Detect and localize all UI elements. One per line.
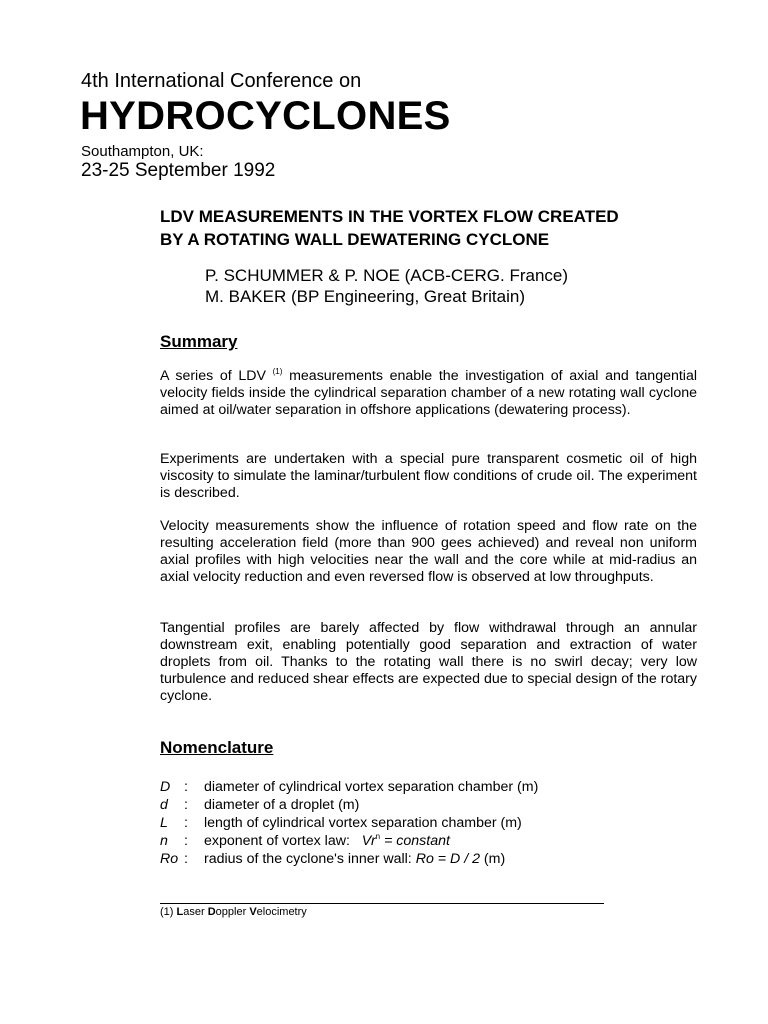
- paper-title: [160, 205, 619, 251]
- nomenclature-colon: :: [184, 851, 188, 867]
- footnote-text: elocimetry: [256, 906, 307, 918]
- nomenclature-item-d: [160, 796, 700, 814]
- summary-paragraph-1: [160, 368, 697, 419]
- nomenclature-symbol: D: [160, 779, 171, 795]
- footnote-text: aser: [183, 906, 208, 918]
- vortex-law-base: Vr: [361, 833, 376, 849]
- vortex-law-exponent: n: [375, 832, 381, 841]
- nomenclature-definition: diameter of cylindrical vortex separation chamber (m): [204, 779, 539, 795]
- nomenclature-definition: diameter of a droplet (m): [204, 797, 360, 813]
- summary-paragraph-3: Velocity measurements show the influence of rotation speed and flow rate on the resulting acceleration field (more than 900 gees achieved) and reveal non uniform axial profiles with high velocities near the wall and the core while at mid-radius an axial velocity reduction and even reversed flow is observed at low throughputs.: [160, 518, 697, 585]
- conference-location: Southampton, UK:: [81, 143, 204, 160]
- radius-unit: (m): [479, 851, 506, 867]
- footnote-initial: L: [176, 906, 184, 918]
- footnote-initial: D: [207, 906, 216, 918]
- footnote-reference: (1): [272, 367, 283, 376]
- conference-dates: 23-25 September 1992: [81, 160, 276, 181]
- nomenclature-definition: [204, 832, 700, 850]
- nomenclature-definition: length of cylindrical vortex separation chamber (m): [204, 815, 522, 831]
- summary-p1-rest: measurements enable the investigation of axial and tangential velocity fields inside the cylindrical separation chamber of a new rotating wall cyclone aimed at oil/water separation in offshore applications (dewatering process).: [160, 368, 697, 418]
- author-line-2: M. BAKER (BP Engineering, Great Britain): [205, 287, 525, 306]
- paper-authors: [205, 265, 568, 307]
- conference-name: 4th International Conference on: [81, 70, 362, 92]
- summary-heading: Summary: [160, 332, 238, 351]
- nomenclature-heading: Nomenclature: [160, 738, 274, 757]
- footnote-divider: [160, 903, 604, 904]
- nomenclature-item-Ro: [160, 850, 700, 868]
- footnote-ref: (1): [160, 906, 174, 918]
- nomenclature-colon: :: [184, 797, 188, 813]
- nomenclature-colon: :: [184, 779, 188, 795]
- vortex-law-rest: = constant: [380, 833, 450, 849]
- footnote-initial: V: [249, 906, 257, 918]
- footnote: [160, 906, 307, 918]
- nomenclature-text: exponent of vortex law:: [204, 833, 350, 849]
- nomenclature-symbol: n: [160, 833, 168, 849]
- nomenclature-item-D: [160, 778, 700, 796]
- nomenclature-colon: :: [184, 815, 188, 831]
- summary-paragraph-2: Experiments are undertaken with a special pure transparent cosmetic oil of high viscosity to simulate the laminar/turbulent flow conditions of crude oil. The experiment is described.: [160, 451, 697, 501]
- radius-formula: Ro = D / 2: [415, 851, 480, 867]
- summary-paragraph-4: Tangential profiles are barely affected by flow withdrawal through an annular downstream exit, enabling potentially good separation and extraction of water droplets from oil. Thanks to the rotating wall there is no swirl decay; very low turbulence and reduced shear effects are expected due to special design of the rotary cyclone.: [160, 620, 697, 704]
- nomenclature-symbol: Ro: [160, 851, 179, 867]
- conference-title: HYDROCYCLONES: [80, 94, 451, 138]
- nomenclature-item-n: [160, 832, 700, 850]
- paper-title-line-1: LDV MEASUREMENTS IN THE VORTEX FLOW CREATED: [160, 207, 619, 226]
- nomenclature-text: radius of the cyclone's inner wall:: [204, 851, 412, 867]
- nomenclature-definition: [204, 850, 700, 868]
- nomenclature-symbol: L: [160, 815, 168, 831]
- author-line-1: P. SCHUMMER & P. NOE (ACB-CERG. France): [205, 266, 569, 285]
- paper-title-line-2: BY A ROTATING WALL DEWATERING CYCLONE: [160, 230, 550, 249]
- summary-p1-start: A series of LDV: [160, 368, 266, 384]
- nomenclature-item-L: [160, 814, 700, 832]
- nomenclature-colon: :: [184, 833, 188, 849]
- nomenclature-list: [160, 778, 700, 868]
- nomenclature-symbol: d: [160, 797, 168, 813]
- footnote-text: oppler: [215, 906, 250, 918]
